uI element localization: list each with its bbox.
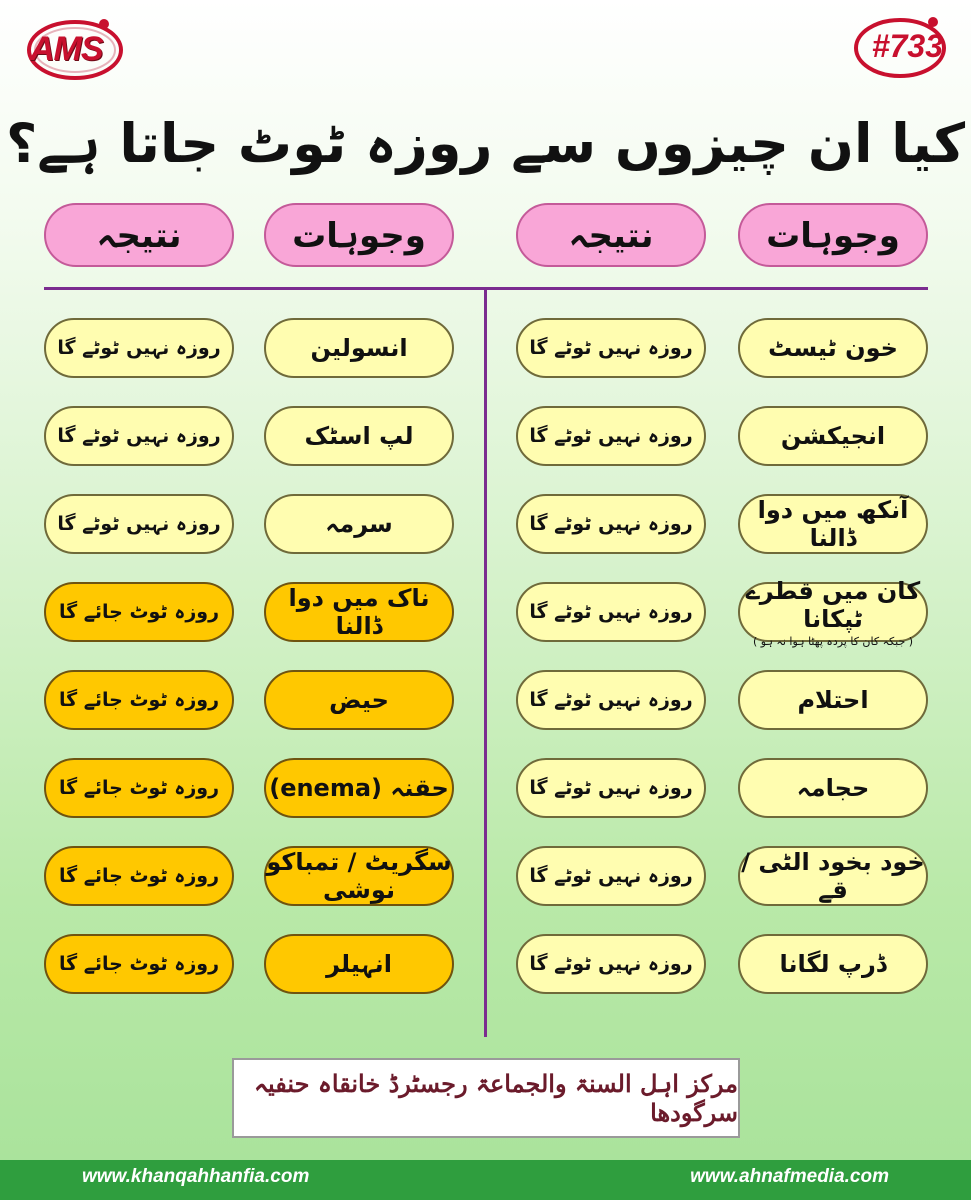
left-result-pill-text: روزہ نہیں ٹوٹے گا	[57, 425, 221, 447]
right-cause-pill	[738, 576, 928, 648]
right-cause-pill-text: خون ٹیسٹ	[768, 334, 898, 362]
right-cause-pill	[738, 318, 928, 378]
left-cause-pill-text: حیض	[329, 686, 389, 714]
right-result-pill-text: روزہ نہیں ٹوٹے گا	[529, 777, 693, 799]
left-result-pill	[44, 670, 234, 730]
left-result-pill	[44, 846, 234, 906]
right-cause-pill	[738, 670, 928, 730]
right-cause-pill	[738, 494, 928, 554]
right-cause-pill-text: کان میں قطرے ٹپکانا	[745, 576, 921, 633]
left-cause-pill-text: حقنہ (enema)	[269, 774, 449, 802]
right-cause-pill	[738, 934, 928, 994]
left-cause-pill-text: لپ اسٹک	[304, 422, 414, 450]
right-cause-pill	[738, 758, 928, 818]
right-result-pill	[516, 494, 706, 554]
right-cause-pill	[738, 846, 928, 906]
left-result-pill	[44, 934, 234, 994]
right-cause-pill-text: حجامہ	[796, 774, 870, 802]
right-result-pill	[516, 582, 706, 642]
website-link-right[interactable]: www.ahnafmedia.com	[690, 1166, 889, 1187]
right-result-pill	[516, 406, 706, 466]
left-cause-pill-text: سرمہ	[325, 510, 393, 538]
right-cause-pill-text: انجیکشن	[780, 422, 886, 450]
right-result-pill	[516, 846, 706, 906]
right-result-pill-text: روزہ نہیں ٹوٹے گا	[529, 513, 693, 535]
left-result-pill	[44, 494, 234, 554]
header-cause-right: وجوہات	[738, 203, 928, 267]
left-cause-pill-text: انہیلر	[326, 950, 392, 978]
right-result-pill	[516, 758, 706, 818]
header-result-right: نتیجہ	[516, 203, 706, 267]
left-result-pill	[44, 406, 234, 466]
right-result-pill-text: روزہ نہیں ٹوٹے گا	[529, 337, 693, 359]
right-cause-pill-text: احتلام	[797, 686, 869, 714]
left-result-pill-text: روزہ ٹوٹ جائے گا	[58, 689, 220, 711]
left-cause-pill	[264, 582, 454, 642]
post-number: #733	[871, 28, 943, 64]
left-cause-pill-text: سگریٹ / تمباکو نوشی	[266, 848, 452, 904]
left-result-pill-text: روزہ ٹوٹ جائے گا	[58, 953, 220, 975]
left-result-pill	[44, 758, 234, 818]
right-result-pill-text: روزہ نہیں ٹوٹے گا	[529, 689, 693, 711]
left-result-pill-text: روزہ ٹوٹ جائے گا	[58, 865, 220, 887]
vertical-divider	[484, 289, 487, 1037]
logo-text: AMS	[30, 30, 103, 68]
left-cause-pill	[264, 406, 454, 466]
right-result-pill	[516, 670, 706, 730]
left-cause-pill	[264, 934, 454, 994]
right-result-pill-text: روزہ نہیں ٹوٹے گا	[529, 425, 693, 447]
left-cause-pill-text: انسولین	[310, 334, 408, 362]
right-result-pill-text: روزہ نہیں ٹوٹے گا	[529, 865, 693, 887]
left-result-pill-text: روزہ ٹوٹ جائے گا	[58, 601, 220, 623]
header-cause-left: وجوہات	[264, 203, 454, 267]
header-result-left: نتیجہ	[44, 203, 234, 267]
right-cause-pill-note: ( جبکہ کان کا پردہ پھٹا ہوا نہ ہو )	[752, 634, 914, 648]
left-cause-pill	[264, 318, 454, 378]
right-result-pill-text: روزہ نہیں ٹوٹے گا	[529, 953, 693, 975]
right-cause-pill	[738, 406, 928, 466]
left-result-pill-text: روزہ نہیں ٹوٹے گا	[57, 337, 221, 359]
website-link-left[interactable]: www.khanqahhanfia.com	[82, 1166, 310, 1187]
right-cause-pill-text: آنکھ میں دوا ڈالنا	[757, 496, 909, 552]
right-result-pill-text: روزہ نہیں ٹوٹے گا	[529, 601, 693, 623]
organization-name: مرکز اہل السنۃ والجماعۃ رجسٹرڈ خانقاہ حنفیہ سرگودھا	[253, 1069, 738, 1127]
left-result-pill-text: روزہ نہیں ٹوٹے گا	[57, 513, 221, 535]
right-result-pill	[516, 318, 706, 378]
left-result-pill	[44, 318, 234, 378]
page-title: کیا ان چیزوں سے روزہ ٹوٹ جاتا ہے؟	[5, 112, 965, 175]
right-result-pill	[516, 934, 706, 994]
right-cause-pill-text: خود بخود الٹی / قے	[741, 848, 925, 904]
left-result-pill-text: روزہ ٹوٹ جائے گا	[58, 777, 220, 799]
left-cause-pill	[264, 758, 454, 818]
organization-banner	[232, 1058, 740, 1138]
left-cause-pill	[264, 670, 454, 730]
left-cause-pill-text: ناک میں دوا ڈالنا	[288, 584, 430, 640]
left-cause-pill	[264, 494, 454, 554]
left-result-pill	[44, 582, 234, 642]
left-cause-pill	[264, 846, 454, 906]
right-cause-pill-text: ڈرپ لگانا	[779, 950, 887, 978]
